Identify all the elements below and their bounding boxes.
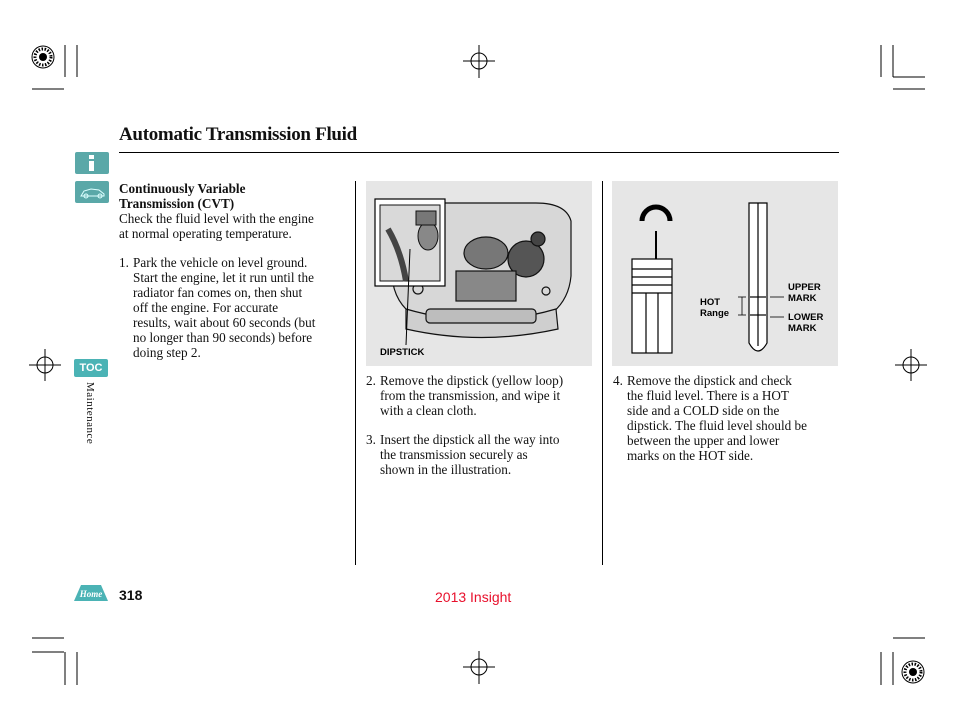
step-line: Park the vehicle on level ground.: [133, 255, 308, 270]
step-line: doing step 2.: [133, 345, 201, 360]
star-target-top-left: [32, 46, 54, 68]
info-button[interactable]: [75, 152, 109, 174]
page-title: Automatic Transmission Fluid: [119, 124, 357, 145]
car-icon: [75, 181, 109, 203]
svg-text:Home: Home: [79, 589, 103, 599]
step-line: the fluid level. There is a HOT: [627, 388, 789, 403]
lower-mark-label: MARK: [788, 323, 817, 334]
step-line: Insert the dipstick all the way into: [380, 432, 560, 447]
hot-range-label: Range: [700, 308, 730, 319]
step-number: 3.: [366, 432, 376, 447]
cvt-heading-line1: Continuously Variable: [119, 181, 246, 196]
home-button[interactable]: [73, 582, 109, 602]
step-line: with a clean cloth.: [380, 403, 477, 418]
cvt-heading-line2: Transmission (CVT): [119, 196, 235, 211]
column-1: [119, 181, 347, 360]
footer-model: 2013 Insight: [435, 589, 512, 605]
intro-line1: Check the fluid level with the engine: [119, 211, 314, 226]
step-1: [119, 255, 347, 360]
step-line: radiator fan comes on, then shut: [133, 285, 303, 300]
title-divider: [119, 152, 839, 153]
dipstick-illustration: [612, 181, 838, 366]
step-line: Start the engine, let it run until the: [133, 270, 314, 285]
info-icon: [75, 152, 109, 174]
vehicle-index-button[interactable]: [75, 181, 109, 203]
home-icon: [73, 582, 109, 602]
step-line: marks on the HOT side.: [627, 448, 754, 463]
step-line: off the engine. For accurate: [133, 300, 279, 315]
step-line: side and a COLD side on the: [627, 403, 780, 418]
section-label: Maintenance: [84, 382, 96, 445]
hot-range-label: HOT: [700, 297, 721, 308]
step-line: results, wait about 60 seconds (but: [133, 315, 316, 330]
column-divider: [355, 181, 356, 565]
step-line: dipstick. The fluid level should be: [627, 418, 807, 433]
step-line: between the upper and lower: [627, 433, 780, 448]
step-line: the transmission securely as: [380, 447, 528, 462]
step-number: 2.: [366, 373, 376, 388]
toc-button[interactable]: TOC: [74, 359, 108, 377]
step-line: no longer than 90 seconds) before: [133, 330, 313, 345]
step-4: [613, 373, 835, 463]
intro-line2: at normal operating temperature.: [119, 226, 292, 241]
step-2: [366, 373, 592, 418]
step-3: [366, 432, 592, 477]
column-3: [613, 373, 835, 463]
step-number: 1.: [119, 255, 129, 270]
page-number: 318: [119, 587, 143, 603]
engine-bay-figure: [366, 181, 592, 366]
step-number: 4.: [613, 373, 623, 388]
column-2: [366, 373, 592, 477]
star-target-bottom-right: [902, 661, 924, 683]
step-line: Remove the dipstick (yellow loop): [380, 373, 564, 388]
step-line: Remove the dipstick and check: [627, 373, 792, 388]
engine-bay-illustration: [366, 181, 592, 366]
step-line: shown in the illustration.: [380, 462, 512, 477]
upper-mark-label: MARK: [788, 293, 817, 304]
dipstick-label: DIPSTICK: [380, 347, 425, 358]
step-line: from the transmission, and wipe it: [380, 388, 561, 403]
lower-mark-label: LOWER: [788, 312, 824, 323]
upper-mark-label: UPPER: [788, 282, 821, 293]
column-divider: [602, 181, 603, 565]
dipstick-figure: [612, 181, 838, 366]
